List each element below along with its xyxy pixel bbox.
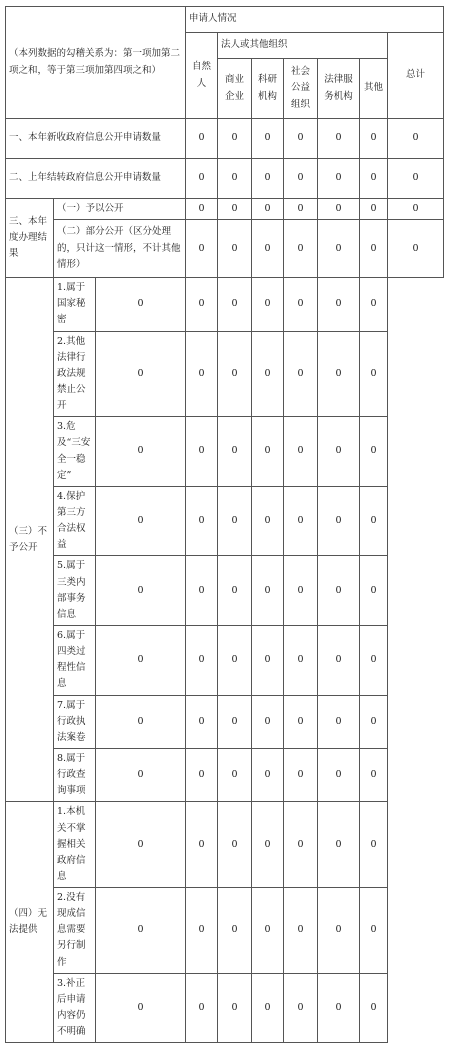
cell: 0: [318, 278, 360, 331]
row-new-requests: [6, 119, 444, 159]
cell: 0: [318, 973, 360, 1043]
row-not-disclosed-item: [6, 486, 444, 556]
cell: 0: [218, 199, 252, 220]
cell: 0: [360, 973, 388, 1043]
row-unable-provide-item: [6, 973, 444, 1043]
cell: 0: [318, 625, 360, 695]
cell: 0: [360, 220, 388, 278]
row-not-disclosed-item: [6, 748, 444, 801]
cell: 0: [388, 199, 444, 220]
cell: 0: [252, 625, 284, 695]
cell: 0: [284, 220, 318, 278]
cell: 0: [252, 973, 284, 1043]
cell: 0: [360, 625, 388, 695]
cell: 0: [360, 556, 388, 626]
cell: 0: [96, 278, 186, 331]
cell: 0: [186, 802, 218, 888]
cell: 0: [284, 625, 318, 695]
row-label: 5.属于三类内部事务信息: [54, 556, 96, 626]
cell: 0: [96, 973, 186, 1043]
cell: 0: [284, 278, 318, 331]
header-commercial: 商业企业: [218, 59, 252, 119]
cell: 0: [284, 973, 318, 1043]
cell: 0: [284, 888, 318, 974]
cell: 0: [186, 625, 218, 695]
cell: 0: [252, 486, 284, 556]
cell: 0: [360, 159, 388, 199]
row-not-disclosed-item: [6, 556, 444, 626]
cell: 0: [284, 556, 318, 626]
cell: 0: [284, 119, 318, 159]
cell: 0: [318, 417, 360, 487]
header-social: 社会公益组织: [284, 59, 318, 119]
row-label: （一）予以公开: [54, 199, 186, 220]
cell: 0: [284, 695, 318, 748]
cell: 0: [360, 119, 388, 159]
row-label: 3.危及“三安全一稳定”: [54, 417, 96, 487]
header-total: 总计: [388, 33, 444, 119]
cell: 0: [252, 556, 284, 626]
cell: 0: [96, 748, 186, 801]
cell: 0: [252, 695, 284, 748]
cell: 0: [96, 486, 186, 556]
cell: 0: [218, 625, 252, 695]
row-label: 1.属于国家秘密: [54, 278, 96, 331]
cell: 0: [186, 417, 218, 487]
header-legal-service: 法律服务机构: [318, 59, 360, 119]
cell: 0: [252, 802, 284, 888]
row-label: 3.补正后申请内容仍不明确: [54, 973, 96, 1043]
cell: 0: [218, 278, 252, 331]
header-natural-person: 自然人: [186, 33, 218, 119]
cell: 0: [252, 119, 284, 159]
cell: 0: [318, 888, 360, 974]
row-label: 6.属于四类过程性信息: [54, 625, 96, 695]
header-research: 科研机构: [252, 59, 284, 119]
cell: 0: [252, 417, 284, 487]
cell: 0: [218, 748, 252, 801]
cell: 0: [186, 199, 218, 220]
row-not-disclosed-item: [6, 278, 444, 331]
row-label: 7.属于行政执法案卷: [54, 695, 96, 748]
row-not-disclosed-item: [6, 417, 444, 487]
cell: 0: [318, 802, 360, 888]
row-not-disclosed-item: [6, 331, 444, 417]
header-other: 其他: [360, 59, 388, 119]
cell: 0: [318, 159, 360, 199]
cell: 0: [186, 119, 218, 159]
cell: 0: [186, 888, 218, 974]
row-not-disclosed-item: [6, 625, 444, 695]
cell: 0: [96, 888, 186, 974]
row-label: 1.本机关不掌握相关政府信息: [54, 802, 96, 888]
cell: 0: [218, 159, 252, 199]
cell: 0: [252, 199, 284, 220]
row-label: 4.保护第三方合法权益: [54, 486, 96, 556]
section-handling-results: 三、本年度办理结果: [6, 199, 54, 278]
row-disclosed: [6, 199, 444, 220]
cell: 0: [186, 331, 218, 417]
header-applicant: 申请人情况: [186, 7, 444, 33]
cell: 0: [218, 802, 252, 888]
cell: 0: [318, 331, 360, 417]
cell: 0: [284, 199, 318, 220]
cell: 0: [218, 486, 252, 556]
cell: 0: [96, 695, 186, 748]
row-label: 一、本年新收政府信息公开申请数量: [6, 119, 186, 159]
cell: 0: [318, 556, 360, 626]
row-label: 2.没有现成信息需要另行制作: [54, 888, 96, 974]
cell: 0: [318, 119, 360, 159]
cell: 0: [252, 278, 284, 331]
cell: 0: [186, 748, 218, 801]
cell: 0: [218, 417, 252, 487]
row-partially-disclosed: [6, 220, 444, 278]
cell: 0: [252, 331, 284, 417]
cell: 0: [218, 695, 252, 748]
cell: 0: [218, 556, 252, 626]
cell: 0: [186, 159, 218, 199]
cell: 0: [186, 973, 218, 1043]
row-label: 2.其他法律行政法规禁止公开: [54, 331, 96, 417]
cell: 0: [360, 417, 388, 487]
cell: 0: [218, 331, 252, 417]
cell: 0: [388, 159, 444, 199]
cell: 0: [360, 695, 388, 748]
cell: 0: [360, 486, 388, 556]
cell: 0: [186, 695, 218, 748]
row-label: 二、上年结转政府信息公开申请数量: [6, 159, 186, 199]
cell: 0: [218, 220, 252, 278]
cell: 0: [284, 417, 318, 487]
row-carried-over: [6, 159, 444, 199]
cell: 0: [186, 278, 218, 331]
cell: 0: [252, 748, 284, 801]
cell: 0: [96, 802, 186, 888]
cell: 0: [318, 748, 360, 801]
cell: 0: [388, 220, 444, 278]
cell: 0: [252, 888, 284, 974]
subsection-not-disclosed: （三）不予公开: [6, 278, 54, 802]
cell: 0: [252, 159, 284, 199]
cell: 0: [360, 748, 388, 801]
cell: 0: [218, 119, 252, 159]
cell: 0: [360, 199, 388, 220]
cell: 0: [388, 119, 444, 159]
header-description: （本列数据的勾稽关系为：第一项加第二项之和，等于第三项加第四项之和）: [6, 7, 186, 119]
row-not-disclosed-item: [6, 695, 444, 748]
disclosure-statistics-table: [5, 6, 444, 1043]
cell: 0: [360, 278, 388, 331]
cell: 0: [186, 486, 218, 556]
cell: 0: [318, 199, 360, 220]
header-legal-group: 法人或其他组织: [218, 33, 388, 59]
cell: 0: [96, 625, 186, 695]
cell: 0: [252, 220, 284, 278]
row-label: （二）部分公开（区分处理的，只计这一情形，不计其他情形）: [54, 220, 186, 278]
subsection-unable-provide: （四）无法提供: [6, 802, 54, 1043]
row-unable-provide-item: [6, 888, 444, 974]
cell: 0: [318, 486, 360, 556]
disclosure-statistics-table-wrapper: [5, 6, 444, 1043]
cell: 0: [284, 486, 318, 556]
cell: 0: [96, 331, 186, 417]
cell: 0: [96, 556, 186, 626]
cell: 0: [284, 748, 318, 801]
cell: 0: [284, 802, 318, 888]
cell: 0: [186, 220, 218, 278]
cell: 0: [360, 331, 388, 417]
cell: 0: [318, 695, 360, 748]
cell: 0: [96, 417, 186, 487]
cell: 0: [284, 159, 318, 199]
cell: 0: [218, 973, 252, 1043]
cell: 0: [318, 220, 360, 278]
cell: 0: [218, 888, 252, 974]
row-unable-provide-item: [6, 802, 444, 888]
cell: 0: [360, 888, 388, 974]
cell: 0: [186, 556, 218, 626]
cell: 0: [360, 802, 388, 888]
cell: 0: [284, 331, 318, 417]
row-label: 8.属于行政查询事项: [54, 748, 96, 801]
